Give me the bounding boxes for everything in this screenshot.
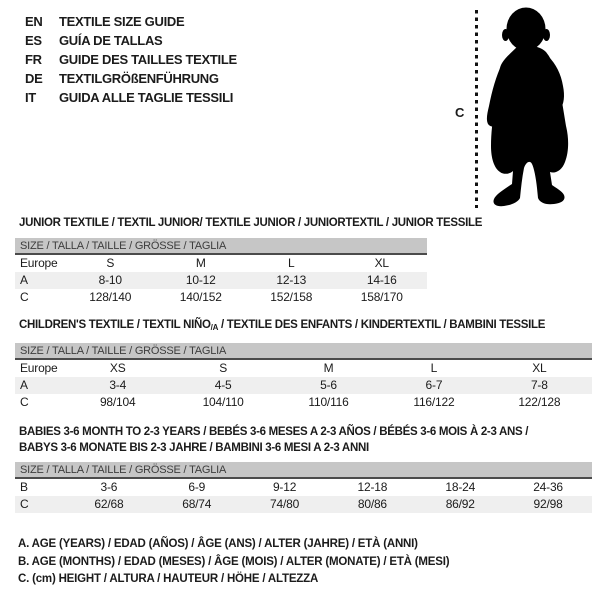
lang-code: DE — [25, 71, 43, 86]
table-cell: 122/128 — [518, 395, 561, 409]
table-cell: 140/152 — [179, 290, 222, 304]
table-cell: 68/74 — [182, 497, 212, 511]
table-cell: M — [323, 361, 334, 375]
legend-line-a: A. AGE (YEARS) / EDAD (AÑOS) / ÂGE (ANS) / ALTER (JAHRE) / ETÀ (ANNI) — [18, 538, 418, 550]
table-cell: 12-13 — [276, 273, 307, 287]
table-cell: 62/68 — [94, 497, 124, 511]
row-label: A — [20, 378, 28, 392]
table-cell: XS — [109, 361, 126, 375]
table-cell: 80/86 — [357, 497, 387, 511]
table-row — [15, 479, 592, 496]
table-cell: XL — [374, 256, 389, 270]
lang-row-es — [25, 31, 237, 50]
babies-title-line2: BABYS 3-6 MONATE BIS 2-3 JAHRE / BAMBINI 3-6 MESI A 2-3 ANNI — [19, 442, 369, 454]
table-row — [15, 496, 592, 513]
row-label: A — [20, 273, 28, 287]
table-row — [15, 272, 427, 289]
table-row — [15, 377, 592, 394]
lang-row-fr — [25, 50, 237, 69]
table-cell: 12-18 — [357, 480, 388, 494]
table-row — [15, 360, 592, 377]
table-cell: 4-5 — [214, 378, 232, 392]
babies-title-line1: BABIES 3-6 MONTH TO 2-3 YEARS / BEBÉS 3-6 MESES A 2-3 AÑOS / BÉBÉS 3-6 MOIS À 2-3 ANS / — [19, 426, 529, 438]
height-measure-dotted-line — [475, 10, 478, 208]
junior-table-rows — [15, 255, 427, 306]
lang-row-en — [25, 12, 237, 31]
junior-size-header-bar: SIZE / TALLA / TAILLE / GRÖSSE / TAGLIA — [15, 238, 427, 255]
title-part: CHILDREN'S TEXTILE / TEXTIL NIÑO — [19, 319, 211, 331]
table-cell: M — [195, 256, 206, 270]
table-cell: 128/140 — [89, 290, 132, 304]
language-list — [25, 12, 237, 107]
lang-code: IT — [25, 90, 36, 105]
row-label: B — [20, 480, 28, 494]
legend-line-c: C. (cm) HEIGHT / ALTURA / HAUTEUR / HÖHE / ALTEZZA — [18, 573, 319, 585]
table-cell: 18-24 — [445, 480, 476, 494]
table-cell: 152/158 — [270, 290, 313, 304]
table-cell: 3-4 — [109, 378, 127, 392]
table-cell: 10-12 — [185, 273, 216, 287]
row-label: Europe — [20, 361, 58, 375]
table-cell: 7-8 — [530, 378, 548, 392]
table-cell: 86/92 — [445, 497, 475, 511]
row-label: C — [20, 497, 29, 511]
babies-table-title — [15, 424, 592, 456]
table-cell: S — [219, 361, 228, 375]
table-cell: 6-7 — [425, 378, 443, 392]
table-cell: 74/80 — [270, 497, 300, 511]
childrens-table-rows — [15, 360, 592, 411]
table-cell: S — [106, 256, 115, 270]
table-cell: 110/116 — [308, 395, 349, 409]
table-cell: 6-9 — [188, 480, 206, 494]
table-cell: 104/110 — [202, 395, 244, 409]
measure-legend — [18, 536, 449, 589]
lang-row-de — [25, 69, 237, 88]
lang-text: GUIDE DES TAILLES TEXTILE — [59, 52, 237, 67]
table-cell: L — [288, 256, 295, 270]
table-cell: 3-6 — [100, 480, 118, 494]
childrens-textile-section — [15, 319, 592, 411]
height-measure-label: C — [455, 105, 465, 120]
baby-silhouette-icon — [484, 6, 578, 211]
table-cell: 5-6 — [320, 378, 337, 392]
childrens-size-header-bar: SIZE / TALLA / TAILLE / GRÖSSE / TAGLIA — [15, 343, 592, 360]
lang-code: FR — [25, 52, 42, 67]
legend-line-b: B. AGE (MONTHS) / EDAD (MESES) / ÂGE (MOIS) / ALTER (MONATE) / ETÀ (MESI) — [18, 555, 450, 568]
table-cell: L — [430, 361, 438, 375]
title-subscript: /A — [210, 323, 219, 332]
table-cell: 8-10 — [98, 273, 122, 287]
childrens-table-title — [15, 319, 592, 332]
table-row — [15, 394, 592, 411]
lang-text: TEXTILGRÖßENFÜHRUNG — [59, 71, 219, 86]
row-label: C — [20, 290, 29, 304]
babies-size-header-bar: SIZE / TALLA / TAILLE / GRÖSSE / TAGLIA — [15, 462, 592, 479]
table-cell: XL — [532, 361, 547, 375]
table-cell: 158/170 — [360, 290, 403, 304]
title-part: / TEXTILE DES ENFANTS / KINDERTEXTIL / BAMBINI TESSILE — [218, 319, 546, 331]
babies-table-rows — [15, 479, 592, 513]
table-cell: 92/98 — [533, 497, 563, 511]
table-row — [15, 289, 427, 306]
lang-text: GUÍA DE TALLAS — [59, 33, 163, 48]
table-cell: 98/104 — [99, 395, 136, 409]
junior-table-title: JUNIOR TEXTILE / TEXTIL JUNIOR/ TEXTILE JUNIOR / JUNIORTEXTIL / JUNIOR TESSILE — [19, 217, 483, 229]
babies-textile-section — [15, 424, 592, 513]
lang-code: EN — [25, 14, 43, 29]
table-cell: 116/122 — [413, 395, 455, 409]
lang-code: ES — [25, 33, 42, 48]
table-cell: 9-12 — [272, 480, 297, 494]
table-cell: 24-36 — [533, 480, 563, 494]
baby-figure-block — [452, 5, 598, 215]
junior-textile-section — [15, 217, 483, 306]
table-cell: 14-16 — [366, 273, 397, 287]
row-label: C — [20, 395, 29, 409]
table-row — [15, 255, 427, 272]
lang-row-it — [25, 88, 237, 107]
lang-text: GUIDA ALLE TAGLIE TESSILI — [59, 90, 234, 105]
lang-text: TEXTILE SIZE GUIDE — [59, 14, 185, 29]
row-label: Europe — [20, 256, 58, 270]
